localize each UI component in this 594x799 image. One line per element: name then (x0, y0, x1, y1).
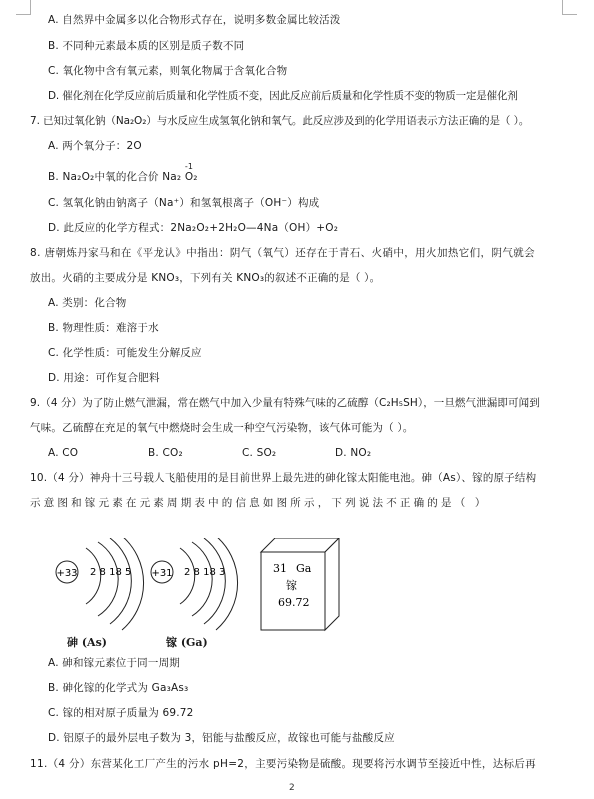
question-7-option-b-text: B. Na₂O₂中氧的化合价 Na₂ (48, 171, 182, 183)
question-9-option-a: A. CO (48, 447, 79, 459)
question-10-option-d: D. 铝原子的最外层电子数为 3，铝能与盐酸反应，故镓也可能与盐酸反应 (48, 732, 395, 744)
gallium-periodic-table-cell (261, 538, 339, 630)
question-9-option-b: B. CO₂ (148, 447, 183, 459)
arsenic-atom-diagram (56, 538, 144, 630)
question-11-stem-line-1: 11.（4 分）东营某化工厂产生的污水 pH=2，主要污染物是硫酸。现要将污水调节至接近中性，达标后再 (30, 758, 536, 770)
gallium-caption: 镓 (Ga) (166, 636, 208, 649)
question-8-option-b: B. 物理性质：难溶于水 (48, 322, 159, 334)
question-10-option-c: C. 镓的相对原子质量为 69.72 (48, 707, 194, 719)
option-c-line: C. 氧化物中含有氧元素，则氧化物属于含氧化合物 (48, 65, 288, 77)
question-8-option-d: D. 用途：可作复合肥料 (48, 372, 160, 384)
question-8-option-c: C. 化学性质：可能发生分解反应 (48, 347, 202, 359)
crop-mark-top-left (16, 0, 31, 15)
question-9-option-c: C. SO₂ (242, 447, 277, 459)
gallium-shell-electrons: 2 8 18 3 (184, 567, 226, 578)
option-d-line: D. 催化剂在化学反应前后质量和化学性质不变，因此反应前后质量和化学性质不变的物质一定是催化剂 (48, 90, 518, 102)
question-7-stem: 7. 已知过氧化钠（Na₂O₂）与水反应生成氢氧化钠和氧气。此反应涉及到的化学用语表示方法正确的是（ ）。 (30, 115, 530, 127)
arsenic-shell-arc-4 (122, 538, 144, 630)
cube-side-face (325, 538, 339, 630)
gallium-shell-arc-3 (204, 538, 225, 624)
oxygen-valence (184, 162, 198, 184)
question-10-option-b: B. 砷化镓的化学式为 Ga₃As₃ (48, 682, 189, 694)
question-8-stem-line-1: 8. 唐朝炼丹家马和在《平龙认》中指出：阴气（氧气）还存在于青石、火硝中，用火加热它们，阴气就会 (30, 247, 536, 259)
gallium-symbol: Ga (296, 562, 312, 575)
question-9-option-d: D. NO₂ (335, 447, 372, 459)
question-7-option-c: C. 氢氧化钠由钠离子（Na⁺）和氢氧根离子（OH⁻）构成 (48, 197, 320, 209)
arsenic-shell-electrons: 2 8 18 5 (90, 567, 132, 578)
option-b-line: B. 不同种元素最本质的区别是质子数不同 (48, 40, 245, 52)
valence-superscript: -1 (184, 162, 194, 171)
gallium-shell-arc-4 (216, 538, 238, 630)
question-7-option-d: D. 此反应的化学方程式：2Na₂O₂+2H₂O—4Na（OH）+O₂ (48, 222, 339, 234)
oxygen-symbol: O₂ (184, 171, 198, 183)
question-7-option-b (48, 162, 198, 184)
question-9-stem-line-2: 气味。乙硫醇在充足的氧气中燃烧时会生成一种空气污染物，该气体可能为（ ）。 (30, 422, 414, 434)
gallium-atomic-mass: 69.72 (278, 596, 310, 609)
arsenic-caption: 砷 (As) (67, 636, 107, 649)
crop-mark-top-right (562, 0, 577, 15)
question-8-option-a: A. 类别：化合物 (48, 297, 127, 309)
gallium-atomic-number: 31 (273, 562, 287, 575)
question-7-option-a: A. 两个氧分子：2O (48, 140, 142, 152)
question-9-stem-line-1: 9.（4 分）为了防止燃气泄漏，常在燃气中加入少量有特殊气味的乙硫醇（C₂H₅SH），一旦燃气泄漏即可闻到 (30, 397, 540, 409)
gallium-atom-diagram (151, 538, 238, 630)
gallium-nucleus-label: +31 (151, 568, 173, 579)
question-8-stem-line-2: 放出。火硝的主要成分是 KNO₃，下列有关 KNO₃的叙述不正确的是（ ）。 (30, 272, 381, 284)
arsenic-shell-arc-3 (110, 538, 131, 624)
question-10-stem-line-2: 示意图和镓元素在元素周期表中的信息如图所示，下列说法不正确的是（ ） (30, 497, 489, 509)
gallium-name: 镓 (286, 579, 297, 592)
question-10-stem-line-1: 10.（4 分）神舟十三号载人飞船使用的是目前世界上最先进的砷化镓太阳能电池。砷（As）、镓的原子结构 (30, 472, 537, 484)
option-a-line: A. 自然界中金属多以化合物形式存在，说明多数金属比较活泼 (48, 14, 341, 26)
page-number: 2 (289, 783, 295, 793)
question-10-option-a: A. 砷和镓元素位于同一周期 (48, 657, 180, 669)
arsenic-nucleus-label: +33 (56, 568, 78, 579)
